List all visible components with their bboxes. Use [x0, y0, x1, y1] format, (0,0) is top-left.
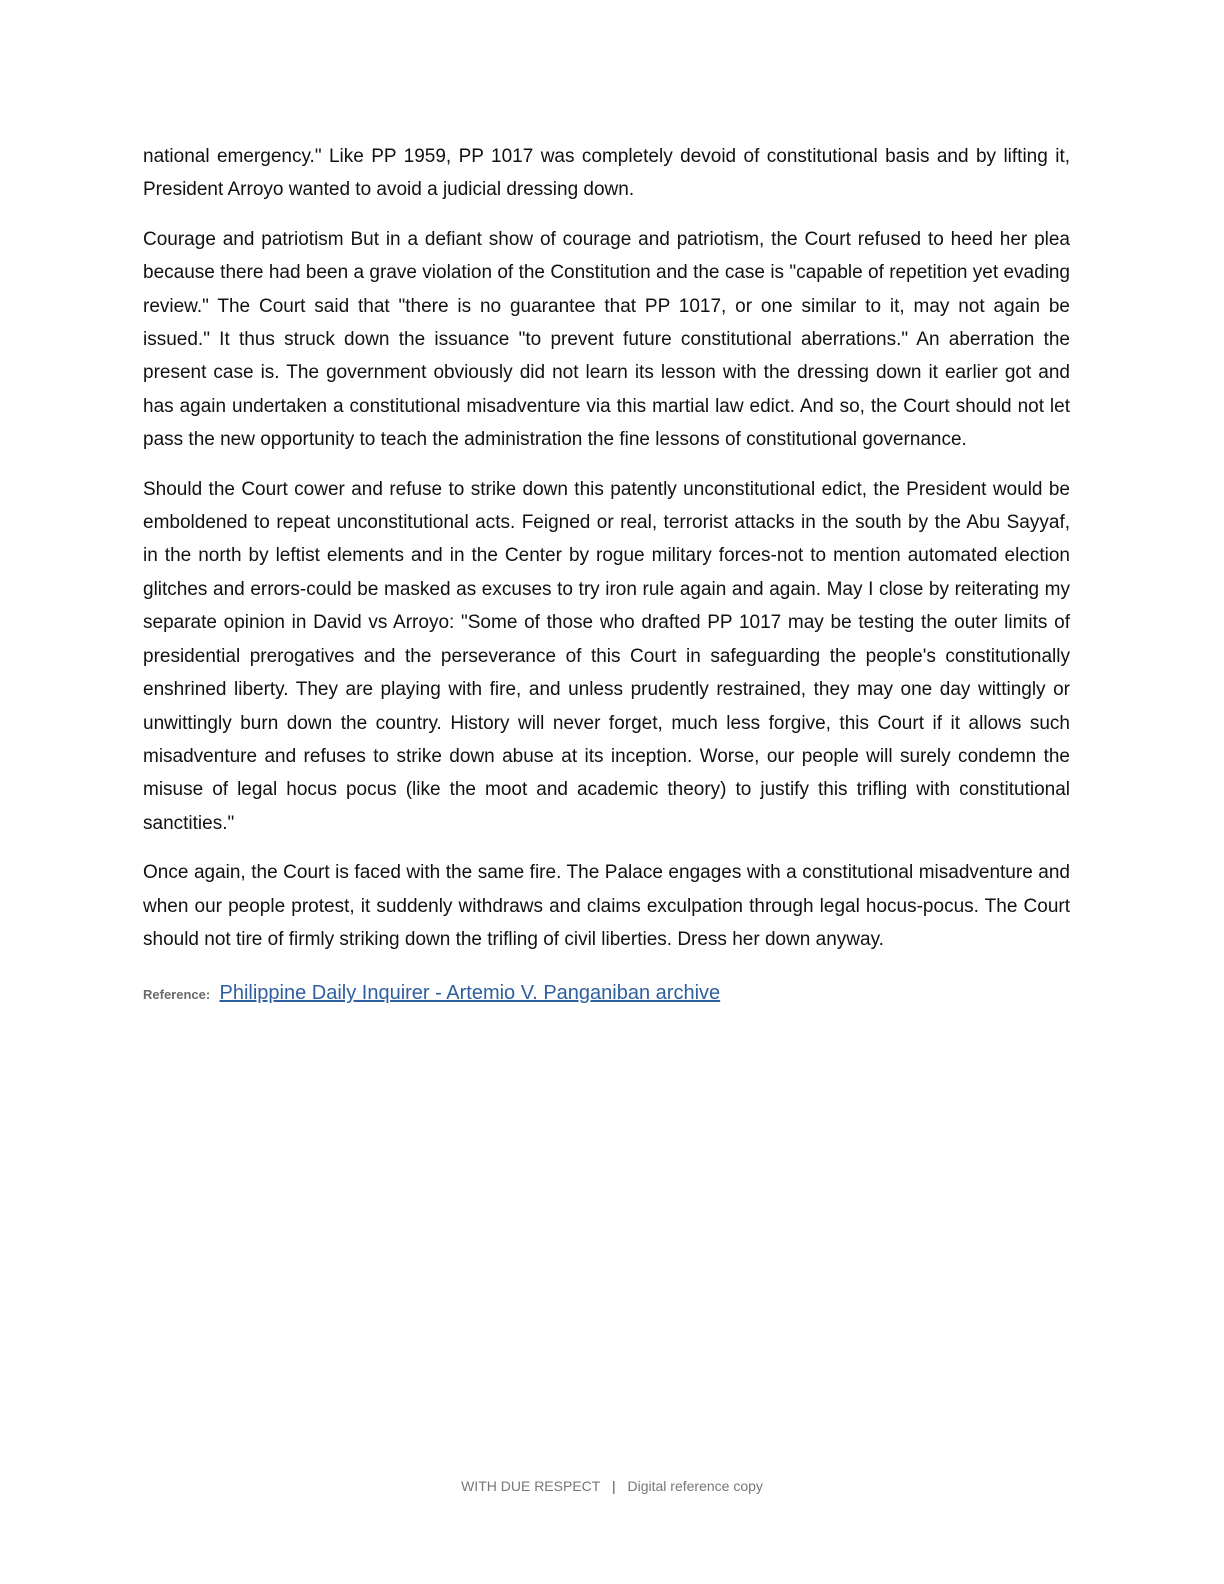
paragraph-2: Courage and patriotism But in a defiant show of courage and patriotism, the Court refused to heed her plea because there had been a grave violation of the Constitution and the case is "capable of repetition yet evading review." The Court said that "there is no guarantee that PP 1017, or one similar to it, may not again be issued." It thus struck down the issuance "to prevent future constitutional aberrations." An aberration the present case is. The government obviously did not learn its lesson with the dressing down it earlier got and has again undertaken a constitutional misadventure via this martial law edict. And so, the Court should not let pass the new opportunity to teach the administration the fine lessons of constitutional governance.	[143, 228, 1070, 451]
footer-subtitle: Digital reference copy	[627, 1478, 763, 1494]
paragraph-1: national emergency." Like PP 1959, PP 1017 was completely devoid of constitutional basis and by lifting it, President Arroyo wanted to avoid a judicial dressing down.	[143, 146, 1070, 201]
reference-label: Reference:	[143, 987, 211, 1003]
footer-separator: |	[611, 1478, 616, 1494]
document-body	[143, 140, 1070, 1010]
footer-title: WITH DUE RESPECT	[461, 1478, 601, 1494]
reference-link[interactable]: Philippine Daily Inquirer - Artemio V. Panganiban archive	[219, 982, 721, 1005]
reference-line	[143, 978, 1070, 1010]
page-footer	[0, 1478, 1224, 1494]
paragraph-3: Should the Court cower and refuse to strike down this patently unconstitutional edict, the President would be emboldened to repeat unconstitutional acts. Feigned or real, terrorist attacks in the south by the Abu Sayyaf, in the north by leftist elements and in the Center by rogue military forces-not to mention automated election glitches and errors-could be masked as excuses to try iron rule again and again. May I close by reiterating my separate opinion in David vs Arroyo: "Some of those who drafted PP 1017 may be testing the outer limits of presidential prerogatives and the perseverance of this Court in safeguarding the people's constitutionally enshrined liberty. They are playing with fire, and unless prudently restrained, they may one day wittingly or unwittingly burn down the country. History will never forget, much less forgive, this Court if it allows such misadventure and refuses to strike down abuse at its inception. Worse, our people will surely condemn the misuse of legal hocus pocus (like the moot and academic theory) to justify this trifling with constitutional sanctities."	[143, 478, 1070, 834]
paragraph-4: Once again, the Court is faced with the same fire. The Palace engages with a constitutional misadventure and when our people protest, it suddenly withdraws and claims exculpation through legal hocus-pocus. The Court should not tire of firmly striking down the trifling of civil liberties. Dress her down anyway.	[143, 862, 1070, 950]
